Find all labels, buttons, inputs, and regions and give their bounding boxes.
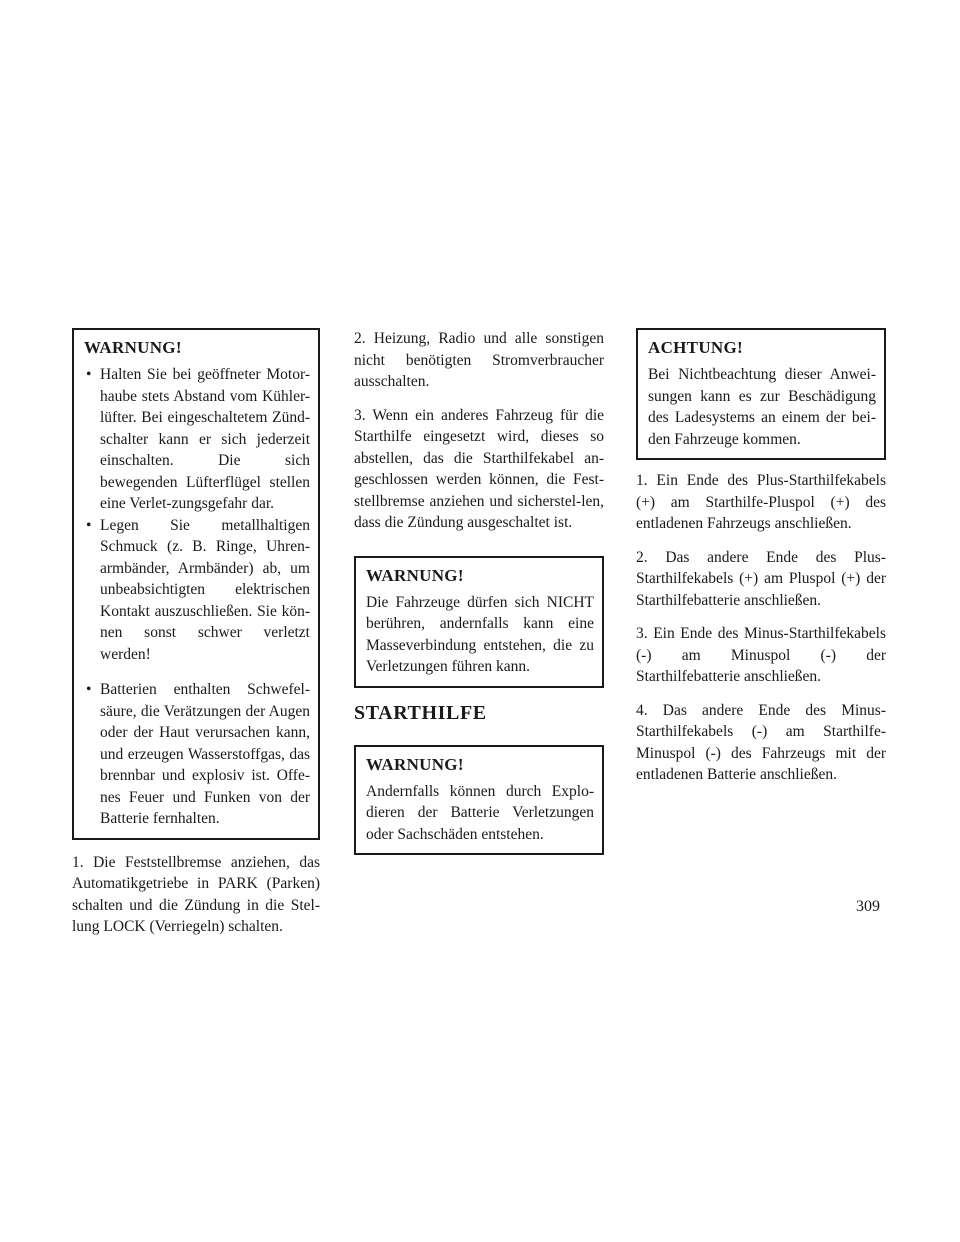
warning-box-fan: [72, 328, 320, 840]
bullet-icon: •: [86, 681, 92, 698]
column-middle: [354, 328, 604, 855]
warning-text: Andernfalls können durch Explo-dieren der Batterie Verletzungen oder Sachschäden entstehen.: [366, 782, 594, 843]
bullet-icon: •: [86, 516, 92, 534]
jump-step-2-text: 2. Das andere Ende des Plus-Starthilfekabels (+) am Pluspol (+) der Starthilfebatterie anschließen.: [636, 548, 886, 609]
section-heading-starthilfe: STARTHILFE: [354, 701, 487, 724]
column-right: [636, 328, 886, 786]
bullet-icon: •: [86, 366, 92, 383]
jump-step-1-text: 1. Ein Ende des Plus-Starthilfekabels (+) am Starthilfe-Pluspol (+) des entladenen Fahrzeugs anschließen.: [636, 472, 886, 532]
caution-title: ACHTUNG!: [648, 338, 743, 357]
warning-bullet-item: • Batterien enthalten Schwefel-säure, die Verätzungen der Augen oder der Haut verursachen kann, und erzeugen Wasserstoffgas, das brennbar und explosiv ist. Offe-nes Feuer und Funken von der Batterie fernhalten.: [86, 681, 310, 827]
step-3-text: 3. Wenn ein anderes Fahrzeug für die Starthilfe eingesetzt wird, dieses so abstellen, das die Starthilfekabel an-geschlossen werden können, die Fest-stellbremse anziehen und sicherstel-len, dass die Zündung ausgeschaltet ist.: [354, 406, 604, 531]
warning-text: Die Fahrzeuge dürfen sich NICHT berühren, andernfalls kann eine Masseverbindung entstehen, die zu Verletzungen führen kann.: [366, 593, 594, 675]
page-number: 309: [856, 898, 880, 915]
warning-title: WARNUNG!: [366, 565, 464, 585]
jump-step-3-text: 3. Ein Ende des Minus-Starthilfekabels (-) am Minuspol (-) der Starthilfebatterie anschließen.: [636, 625, 886, 685]
step-2-text: 2. Heizung, Radio und alle sonstigen nicht benötigten Stromverbraucher ausschalten.: [354, 330, 604, 390]
caution-box: [636, 328, 886, 460]
warning-title: WARNUNG!: [84, 338, 182, 357]
jump-step-4-text: 4. Das andere Ende des Minus-Starthilfekabels (-) am Starthilfe-Minuspol (-) des Fahrzeugs mit der entladenen Batterie anschließen.: [636, 701, 886, 783]
column-left: [72, 328, 320, 938]
warning-bullet-list: [82, 364, 310, 830]
caution-text: Bei Nichtbeachtung dieser Anwei-sungen kann es zur Beschädigung des Ladesystems an einem der bei-den Fahrzeuge kommen.: [648, 366, 876, 448]
warning-bullet-item: • Legen Sie metallhaltigen Schmuck (z. B. Ringe, Uhren-armbänder, Armbänder) ab, um unbeabsichtigten elektrischen Kontakt auszuschließen. Sie kön-nen sonst schwer verletzt werden!: [86, 516, 310, 663]
step-1-text: 1. Die Feststellbremse anziehen, das Automatikgetriebe in PARK (Parken) schalten und die Zündung in die Stel-lung LOCK (Verriegeln) schalten.: [72, 853, 320, 935]
warning-box-contact: [354, 556, 604, 688]
warning-title: WARNUNG!: [366, 754, 464, 774]
warning-bullet-item: • Halten Sie bei geöffneter Motor-haube stets Abstand vom Kühler-lüfter. Bei eingeschaltetem Zünd-schalter kann er sich jederzeit einschalten. Die sich bewegenden Lüfterflügel stellen eine Verlet-zungsgefahr dar.: [86, 366, 310, 512]
warning-box-explosion: [354, 745, 604, 856]
